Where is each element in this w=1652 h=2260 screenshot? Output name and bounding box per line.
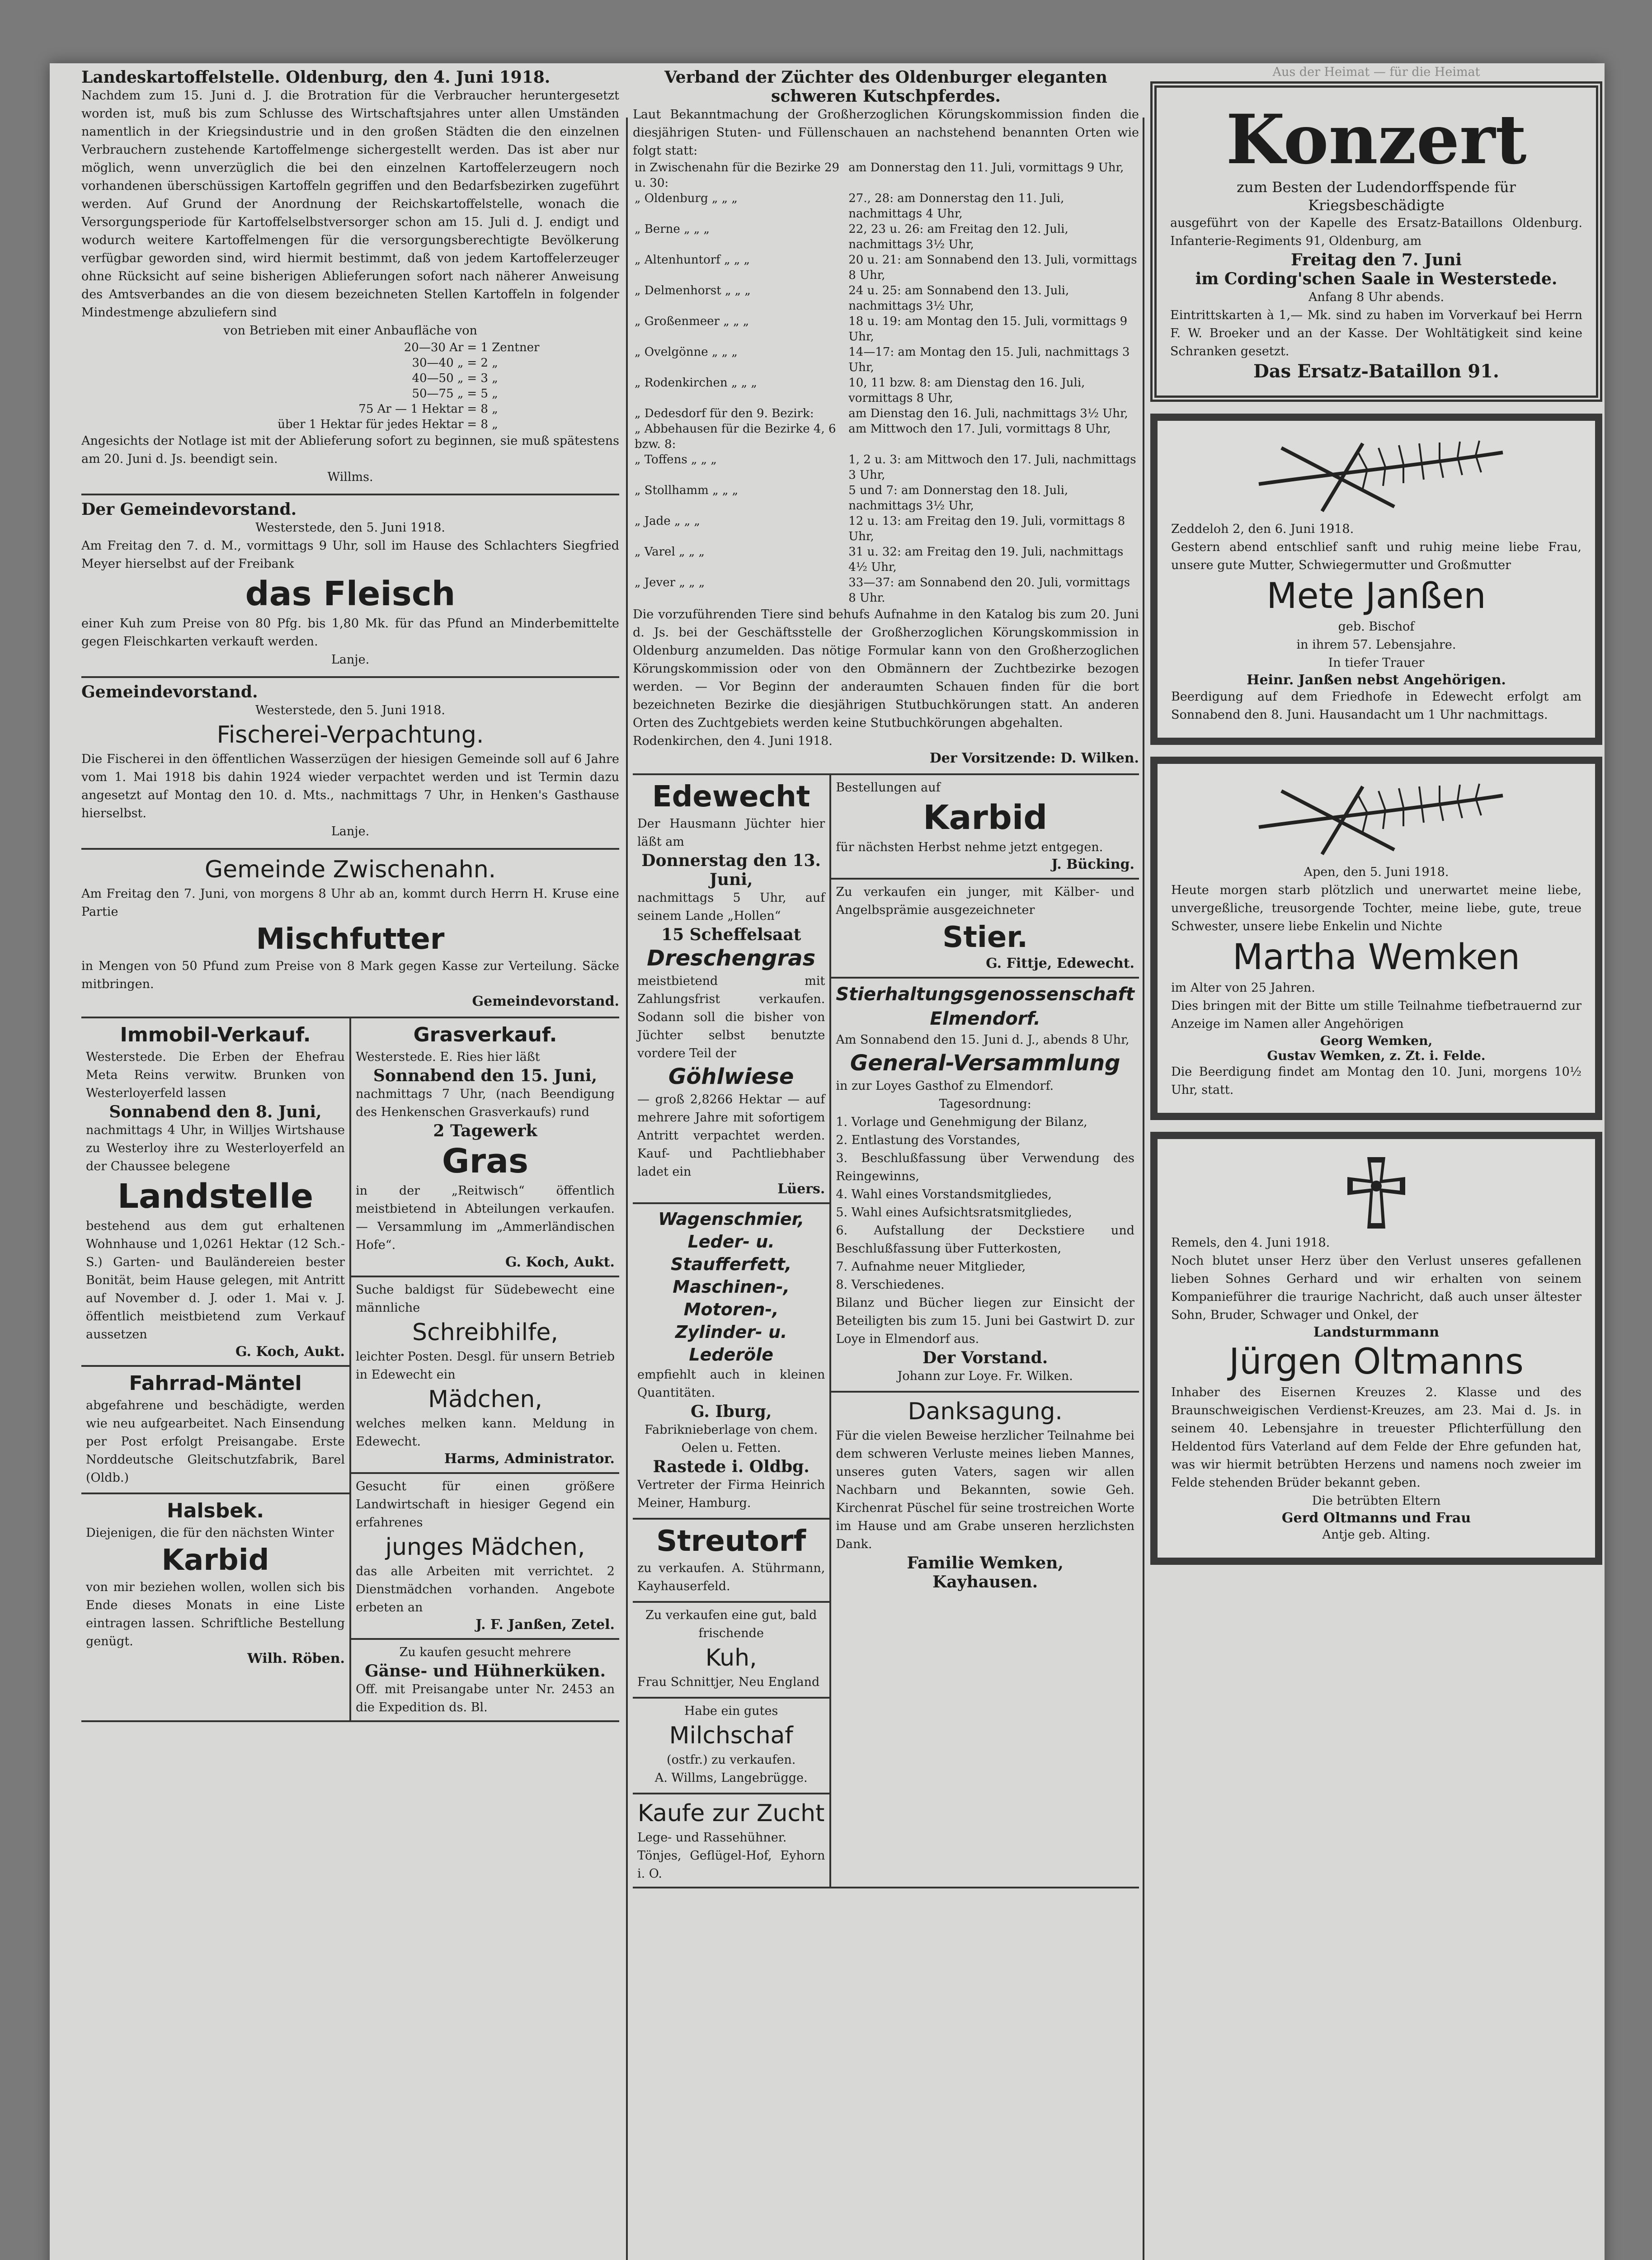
ad-signature: G. Iburg,: [690, 1402, 772, 1421]
agenda-title: Tagesordnung:: [939, 1097, 1031, 1111]
table-cell: „ Toffens „ „ „: [635, 453, 717, 466]
ad-signature: Tönjes, Geflügel-Hof, Eyhorn i. O.: [637, 1849, 825, 1881]
table-cell: 10, 11 bzw. 8: am Dienstag den 16. Juli, vormittags 8 Uhr,: [848, 376, 1085, 405]
ad-headline: Mädchen,: [428, 1386, 542, 1413]
column-3: [1150, 63, 1602, 2260]
obituary-age: in ihrem 57. Lebensjahre.: [1296, 638, 1456, 652]
ad-text: leichter Posten. Desgl. für unsern Betrieb in Edewecht ein: [356, 1350, 615, 1382]
ad-signature: Der Vorstand.: [922, 1348, 1048, 1367]
obituary-name: Martha Wemken: [1232, 937, 1520, 978]
obituary-text: Beerdigung auf dem Friedhofe in Edewecht erfolgt am Sonnabend den 8. Juni. Hausandacht um 1 Uhr nachmittags.: [1171, 690, 1581, 722]
ad-signature: Frau Schnittjer, Neu England: [637, 1675, 820, 1689]
table-cell: am Donnerstag den 11. Juli, vormittags 9 Uhr,: [848, 161, 1124, 174]
table-cell: = 1 Zentner: [467, 341, 540, 354]
table-cell: „ Oldenburg „ „ „: [635, 192, 738, 205]
table-row: [81, 371, 619, 386]
notice-text: einer Kuh zum Preise von 80 Pfg. bis 1,80 Mk. für das Pfund an Minderbemittelte gegen Fleischkarten verkauft werden.: [81, 617, 619, 649]
ad-title: Halsbek.: [166, 1499, 264, 1522]
ad-signature: A. Willms, Langebrügge.: [654, 1771, 808, 1785]
ad-signature: Harms, Administrator.: [444, 1451, 615, 1467]
ad-date: Donnerstag den 13. Juni,: [641, 851, 821, 889]
ad-title: Fahrrad-Mäntel: [129, 1372, 302, 1395]
obituary-place: Remels, den 4. Juni 1918.: [1171, 1236, 1330, 1250]
ad-text: Für die vielen Beweise herzlicher Teilnahme bei dem schweren Verluste meines lieben Mannes, unseres guten Vaters, sagen wir allen Nachbarn und Bekannten, sowie Geh. Kirchenrat Püschel für seine trostreichen Worte im Hause und am Grabe unseren herzlichsten Dank.: [836, 1429, 1134, 1551]
ad-title: Danksagung.: [908, 1398, 1063, 1425]
immobil-ad: [81, 1018, 349, 1720]
table-row: [633, 160, 1139, 191]
gras-ad: [349, 1018, 619, 1720]
ad-signature: G. Fittje, Edewecht.: [986, 956, 1134, 971]
ad-text: für nächsten Herbst nehme jetzt entgegen.: [836, 840, 1103, 854]
table-cell: = 8 „: [467, 418, 498, 431]
table-cell: über 1 Hektar für jedes Hektar: [278, 418, 464, 431]
table-row: [633, 191, 1139, 221]
obituary-place: Apen, den 5. Juni 1918.: [1304, 865, 1449, 879]
column-rule-2: [1143, 118, 1144, 2260]
ad-headline: Wagenschmier,: [658, 1209, 805, 1229]
notice-place: Rodenkirchen, den 4. Juni 1918.: [633, 734, 833, 748]
notice-headline: Fischerei-Verpachtung.: [217, 721, 484, 749]
zuechter-verband-notice: [633, 63, 1139, 775]
ad-subtitle: 2 Tagewerk: [433, 1121, 537, 1140]
table-cell: in Zwischenahn für die Bezirke 29 u. 30:: [635, 161, 840, 190]
table-cell: „ Rodenkirchen „ „ „: [635, 376, 757, 390]
ad-signature: G. Koch, Aukt.: [505, 1254, 615, 1270]
table-cell: „ Jade „ „ „: [635, 514, 700, 528]
ad-text: nachmittags 4 Uhr, in Willjes Wirtshause zu Westerloy ihre zu Westerloyerfeld an der Chaussee belegene: [86, 1123, 345, 1173]
ad-title: Grasverkauf.: [413, 1023, 557, 1046]
notice-place: Westerstede, den 5. Juni 1918.: [255, 521, 445, 535]
obituary-age: im Alter von 25 Jahren.: [1171, 981, 1315, 995]
ad-text: zu verkaufen. A. Stührmann, Kayhauserfeld.: [637, 1561, 825, 1593]
ad-signature: Wilh. Röben.: [247, 1651, 345, 1667]
ad-headline: Leder- u. Staufferfett,: [670, 1232, 792, 1274]
schreibhilfe-ad: [351, 1276, 619, 1467]
ad-text: Habe ein gutes: [684, 1704, 778, 1718]
ad-signature: Das Ersatz-Bataillon 91.: [1253, 361, 1499, 382]
ad-title: Immobil-Verkauf.: [120, 1023, 311, 1046]
ad-headline: Dreschengras: [647, 946, 816, 971]
notice-text: in Mengen von 50 Pfund zum Preise von 8 Mark gegen Kasse zur Verteilung. Säcke mitbringen.: [81, 959, 619, 991]
ad-date: Sonnabend den 8. Juni,: [109, 1102, 322, 1121]
notice-end: Angesichts der Notlage ist mit der Ablieferung sofort zu beginnen, sie muß spätestens am 20. Juni d. Js. beendigt sein.: [81, 434, 619, 466]
table-cell: 22, 23 u. 26: am Freitag den 12. Juli, nachmittags 3½ Uhr,: [848, 222, 1068, 251]
ad-signature: G. Koch, Aukt.: [235, 1344, 345, 1360]
obituary-mourning: Die betrübten Eltern: [1312, 1494, 1441, 1508]
table-cell: 18 u. 19: am Montag den 15. Juli, vormittags 9 Uhr,: [848, 315, 1128, 344]
table-cell: = 8 „: [467, 402, 498, 416]
obituary-text: Gestern abend entschlief sanft und ruhig meine liebe Frau, unsere gute Mutter, Schwiegermutter und Großmutter: [1171, 540, 1581, 572]
ad-text: meistbietend mit Zahlungsfrist verkaufen. Sodann soll die bisher von Jüchter selbst benutzte vordere Teil der: [637, 974, 825, 1060]
ad-headline: Landstelle: [117, 1177, 314, 1216]
ad-row-immobil-gras: [81, 1018, 619, 1722]
ad-headline: General-Versammlung: [850, 1050, 1120, 1076]
table-cell: am Dienstag den 16. Juli, nachmittags 3½ Uhr,: [848, 407, 1128, 420]
quota-table: [81, 340, 619, 432]
obituary-oltmanns: [1150, 1132, 1602, 1565]
table-cell: 40—50 „: [412, 372, 464, 385]
table-row: [633, 452, 1139, 483]
table-cell: 75 Ar — 1 Hektar: [358, 402, 464, 416]
obituary-born: geb. Bischof: [1338, 620, 1415, 634]
ad-signature: J. Bücking.: [1051, 857, 1134, 872]
ad-headline: junges Mädchen,: [385, 1534, 585, 1561]
obituary-name: Mete Janßen: [1266, 576, 1486, 617]
table-cell: 31 u. 32: am Freitag den 19. Juli, nachmittags 4½ Uhr,: [848, 545, 1124, 574]
table-cell: 20 u. 21: am Sonnabend den 13. Juli, vormittags 8 Uhr,: [848, 253, 1137, 282]
ad-text: nachmittags 7 Uhr, (nach Beendigung des Henkenschen Grasverkaufs) rund: [356, 1087, 615, 1119]
karbid-ad-column: [829, 775, 1139, 1887]
table-row: [633, 221, 1139, 252]
fahrrad-ad: [81, 1365, 349, 1487]
table-row: [633, 406, 1139, 421]
list-item: 2. Entlastung des Vorstandes,: [836, 1133, 1021, 1147]
ad-text: Anfang 8 Uhr abends.: [1308, 290, 1445, 304]
ad-headline: Gras: [442, 1142, 529, 1181]
ad-headline: Milchschaf: [669, 1722, 793, 1749]
list-item: 8. Verschiedenes.: [836, 1278, 945, 1292]
notice-text: Am Freitag den 7. Juni, von morgens 8 Uhr ab an, kommt durch Herrn H. Kruse eine Partie: [81, 887, 619, 919]
table-cell: = 5 „: [467, 387, 498, 400]
wagenschmier-ad: [633, 1202, 829, 1512]
ad-date: Freitag den 7. Juni: [1290, 250, 1462, 269]
stierhaltung-ad: [831, 977, 1139, 1385]
ad-headline: Maschinen-, Motoren-,: [673, 1277, 790, 1319]
obituary-signature: Georg Wemken,: [1320, 1033, 1433, 1048]
table-cell: 5 und 7: am Donnerstag den 18. Juli, nachmittags 3½ Uhr,: [848, 484, 1068, 513]
list-item: 4. Wahl eines Vorstandsmitgliedes,: [836, 1187, 1052, 1201]
notice-signature: Gemeindevorstand.: [472, 993, 619, 1009]
ad-text: welches melken kann. Meldung in Edewecht.: [356, 1417, 615, 1449]
ad-headline: Kuh,: [705, 1644, 757, 1671]
notice-text: Die Fischerei in den öffentlichen Wasserzügen der hiesigen Gemeinde soll auf 6 Jahre vom 1. Mai 1918 bis dahin 1924 wieder verpachtet werden und ist Termin dazu angesetzt auf Montag den 10. d. Mts., nachmittags 7 Uhr, in Henken's Gasthause hierselbst.: [81, 752, 619, 820]
ad-headline: Stier.: [942, 921, 1028, 954]
ad-text: Der Hausmann Jüchter hier läßt am: [637, 817, 825, 849]
table-row: [81, 386, 619, 401]
obituary-mourning: In tiefer Trauer: [1328, 656, 1425, 670]
obituary-text: Inhaber des Eisernen Kreuzes 2. Klasse und des Braunschweigischen Verdienst-Kreuzes, am 23. Mai d. Js. in seinem 40. Lebensjahre in treuester Pflichterfüllung den Heldentod fürs Vaterland auf dem Felde der Ehre gefunden hat, was wir hiermit betrübten Herzens und namens noch zweier im Felde stehenden Brüder bekannt geben.: [1171, 1385, 1581, 1490]
column-2: [633, 63, 1139, 2260]
cross-palm-icon: [1232, 777, 1521, 863]
ad-headline: Kaufe zur Zucht: [637, 1800, 825, 1827]
ad-text: Bestellungen auf: [836, 781, 941, 795]
obituary-rank: Landsturmmann: [1313, 1324, 1440, 1340]
ad-signature: Lüers.: [777, 1181, 825, 1197]
table-cell: 12 u. 13: am Freitag den 19. Juli, vormittags 8 Uhr,: [848, 514, 1125, 543]
kueken-ad: [351, 1638, 619, 1717]
ad-text: Am Sonnabend den 15. Juni d. J., abends 8 Uhr,: [836, 1033, 1130, 1047]
obituary-signature: Gustav Wemken, z. Zt. i. Felde.: [1267, 1048, 1486, 1063]
obituary-signature: Antje geb. Alting.: [1322, 1528, 1431, 1542]
table-row: [633, 252, 1139, 283]
table-cell: 27., 28: am Donnerstag den 11. Juli, nachmittags 4 Uhr,: [848, 192, 1064, 221]
ad-text: Westerstede. Die Erben der Ehefrau Meta Reins verwitw. Brunken von Westerloyerfeld lassen: [86, 1050, 345, 1100]
table-row: [81, 401, 619, 417]
gemeindevorstand-fleisch-notice: [81, 495, 619, 678]
milchschaf-ad: [633, 1697, 829, 1787]
obituary-text: Die Beerdigung findet am Montag den 10. Juni, morgens 10½ Uhr, statt.: [1171, 1065, 1581, 1097]
ad-text: von mir beziehen wollen, wollen sich bis Ende dieses Monats in eine Liste eintragen lassen. Schriftliche Bestellung genügt.: [86, 1580, 345, 1648]
table-cell: 24 u. 25: am Sonnabend den 13. Juli, nachmittags 3½ Uhr,: [848, 284, 1069, 313]
landeskartoffelstelle-notice: [81, 63, 619, 495]
ad-subtitle: zum Besten der Ludendorffspende für Kriegsbeschädigte: [1237, 179, 1516, 214]
ad-text: Bilanz und Bücher liegen zur Einsicht der Beteiligten bis zum 15. Juni bei Gastwirt D. zur Loye in Elmendorf aus.: [836, 1296, 1134, 1346]
table-cell: „ Varel „ „ „: [635, 545, 705, 559]
notice-text: Laut Bekanntmachung der Großherzoglichen Körungskommission finden die diesjährigen Stuten- und Füllenschauen an nachstehend benannten Orten wie folgt statt:: [633, 108, 1139, 158]
table-cell: 50—75 „: [412, 387, 464, 400]
ad-text: bestehend aus dem gut erhaltenen Wohnhause und 1,0261 Hektar (12 Sch.-S.) Garten- und Bauländereien bester Bonität, beim Hause gelegen, mit Antritt auf November d. J. oder 1. Mai v. J. öffentlich meistbietend zum Verkauf aussetzen: [86, 1219, 345, 1342]
table-cell: „ Dedesdorf für den 9. Bezirk:: [635, 407, 814, 420]
ad-text: Eintrittskarten à 1,— Mk. sind zu haben im Vorverkauf bei Herrn F. W. Broeker und an der Kasse. Der Wohltätigkeit sind keine Schranken gesetzt.: [1170, 308, 1582, 358]
notice-headline: Mischfutter: [256, 923, 445, 956]
notice-place: Westerstede, den 5. Juni 1918.: [255, 703, 445, 717]
ad-text: in zur Loyes Gasthof zu Elmendorf.: [836, 1079, 1054, 1093]
table-row: [633, 544, 1139, 575]
ad-headline: Streutorf: [656, 1525, 806, 1558]
ad-signature: Johann zur Loye. Fr. Wilken.: [897, 1369, 1073, 1383]
ad-text: Suche baldigst für Südebewecht eine männliche: [356, 1283, 615, 1315]
table-cell: 14—17: am Montag den 15. Juli, nachmittags 3 Uhr,: [848, 345, 1130, 374]
obituary-signature: Gerd Oltmanns und Frau: [1281, 1510, 1471, 1526]
ad-text: Vertreter der Firma Heinrich Meiner, Hamburg.: [637, 1478, 825, 1510]
ad-signature: J. F. Janßen, Zetel.: [475, 1617, 615, 1633]
table-row: [633, 283, 1139, 314]
table-cell: am Mittwoch den 17. Juli, vormittags 8 Uhr,: [848, 422, 1111, 436]
ad-row-edewecht: [633, 775, 1139, 1888]
ad-text: Off. mit Preisangabe unter Nr. 2453 an die Expedition ds. Bl.: [356, 1682, 615, 1714]
ad-date: Sonnabend den 15. Juni,: [373, 1066, 598, 1085]
notice-signature: Der Vorsitzende: D. Wilken.: [929, 750, 1139, 766]
table-row: [633, 513, 1139, 544]
obituary-text: Heute morgen starb plötzlich und unerwartet meine liebe, unvergeßliche, treusorgende Tochter, meine liebe, gute, treue Schwester, unsere liebe Enkelin und Nichte: [1171, 883, 1581, 933]
table-row: [633, 375, 1139, 406]
notice-signature: Lanje.: [331, 824, 370, 838]
list-item: 3. Beschlußfassung über Verwendung des Reingewinns,: [836, 1151, 1134, 1183]
obituary-wemken: [1150, 757, 1602, 1120]
list-item: 7. Aufnahme neuer Mitglieder,: [836, 1260, 1026, 1274]
ad-text: Zu verkaufen eine gut, bald frischende: [645, 1608, 817, 1640]
table-row: [633, 483, 1139, 513]
obituary-name: Jürgen Oltmanns: [1229, 1342, 1524, 1382]
notice-signature: Willms.: [327, 470, 373, 484]
ad-text: — groß 2,8266 Hektar — auf mehrere Jahre mit sofortigem Antritt verpachtet werden. Kauf- und Pachtliebhaber ladet ein: [637, 1092, 825, 1179]
table-cell: 1, 2 u. 3: am Mittwoch den 17. Juli, nachmittags 3 Uhr,: [848, 453, 1136, 482]
table-cell: „ Jever „ „ „: [635, 576, 705, 589]
table-cell: 30—40 „: [412, 356, 464, 370]
cross-palm-icon: [1232, 434, 1521, 520]
table-row: [81, 340, 619, 355]
table-cell: „ Stollhamm „ „ „: [635, 484, 739, 497]
obituary-signature: Heinr. Janßen nebst Angehörigen.: [1247, 672, 1506, 688]
ad-text: abgefahrene und beschädigte, werden wie neu aufgearbeitet. Nach Einsendung per Post erfolgt Preisangabe. Erste Norddeutsche Gleitschutzfabrik, Barel (Oldb.): [86, 1398, 345, 1485]
notice-signature: Lanje.: [331, 653, 370, 667]
obituary-text: Noch blutet unser Herz über den Verlust unseres gefallenen lieben Sohnes Gerhard und wir erhalten von seinem Kompanieführer die traurige Nachricht, daß auch unser ältester Sohn, Bruder, Schwager und Onkel, der: [1171, 1254, 1581, 1322]
ad-text: (ostfr.) zu verkaufen.: [667, 1753, 796, 1767]
ad-text: Westerstede. E. Ries hier läßt: [356, 1050, 540, 1064]
ad-text: in der „Reitwisch“ öffentlich meistbietend in Abteilungen verkaufen. — Versammlung im „Ammerländischen Hofe“.: [356, 1184, 615, 1252]
notice-header: Landeskartoffelstelle. Oldenburg, den 4. Juni 1918.: [81, 68, 551, 87]
table-row: [633, 344, 1139, 375]
streutorf-ad: [633, 1518, 829, 1596]
table-cell: „ Altenhuntorf „ „ „: [635, 253, 750, 267]
ad-headline: Karbid: [923, 798, 1048, 837]
table-cell: „ Abbehausen für die Bezirke 4, 6 bzw. 8:: [635, 422, 836, 451]
notice-headline: Gemeinde Zwischenahn.: [204, 856, 496, 883]
stier-ad: [831, 878, 1139, 971]
notice-header: Der Gemeindevorstand.: [81, 500, 297, 519]
table-cell: „ Delmenhorst „ „ „: [635, 284, 751, 297]
table-row: [81, 417, 619, 432]
obituary-place: Zeddeloh 2, den 6. Juni 1918.: [1171, 522, 1354, 536]
ad-headline: Göhlwiese: [668, 1064, 794, 1089]
ad-headline: Gänse- und Hühnerküken.: [364, 1662, 606, 1681]
ad-text: das alle Arbeiten mit verrichtet. 2 Dienstmädchen vorhanden. Angebote erbeten an: [356, 1564, 615, 1615]
ad-signature: Familie Wemken,: [907, 1554, 1064, 1573]
fischerei-notice: [81, 678, 619, 850]
ad-title: Edewecht: [652, 780, 810, 814]
ad-headline: Karbid: [161, 1544, 269, 1577]
list-item: 6. Aufstallung der Deckstiere und Beschlußfassung über Futterkosten,: [836, 1224, 1134, 1256]
ad-headline: Schreibhilfe,: [412, 1319, 558, 1346]
schedule-table: [633, 160, 1139, 606]
ad-text: Zu verkaufen ein junger, mit Kälber- und Angelbsprämie ausgezeichneter: [836, 885, 1134, 917]
ad-text: Zu kaufen gesucht mehrere: [399, 1645, 571, 1659]
ad-text: Lege- und Rassehühner.: [637, 1831, 787, 1845]
table-row: [81, 355, 619, 371]
ad-text: empfiehlt auch in kleinen Quantitäten.: [637, 1368, 825, 1400]
table-row: [633, 575, 1139, 606]
table-cell: „ Ovelgönne „ „ „: [635, 345, 738, 359]
zwischenahn-notice: [81, 850, 619, 1018]
ad-place: Rastede i. Oldbg.: [653, 1457, 810, 1476]
ad-subtitle: 15 Scheffelsaat: [661, 925, 801, 944]
list-item: 5. Wahl eines Aufsichtsratsmitgliedes,: [836, 1205, 1072, 1219]
ad-title: Stierhaltungsgenossenschaft Elmendorf.: [836, 984, 1134, 1029]
ad-place: Kayhausen.: [932, 1573, 1038, 1591]
ad-text: Diejenigen, die für den nächsten Winter: [86, 1526, 334, 1540]
table-row: [633, 314, 1139, 344]
ad-place: im Cording'schen Saale in Westerstede.: [1195, 269, 1558, 288]
notice-text: Am Freitag den 7. d. M., vormittags 9 Uhr, soll im Hause des Schlachters Siegfried Meyer hierselbst auf der Freibank: [81, 539, 619, 571]
table-cell: „ Berne „ „ „: [635, 222, 710, 236]
danksagung-ad: [831, 1391, 1139, 1591]
column-rule-1: [626, 118, 628, 2260]
notice-table-intro: von Betrieben mit einer Anbaufläche von: [223, 324, 477, 338]
table-row: [633, 421, 1139, 452]
notice-header: Gemeindevorstand.: [81, 683, 258, 702]
table-cell: 33—37: am Sonnabend den 20. Juli, vormittags 8 Uhr.: [848, 576, 1130, 605]
halsbek-ad: [81, 1493, 349, 1667]
notice-body: Nachdem zum 15. Juni d. J. die Brotration für die Verbraucher heruntergesetzt worden ist, muß bis zum Schlusse des Wirtschaftsjahres unter allen Umständen namentlich in der Kriegsindustrie und in den großen Städten die den einzelnen Verbrauchern zustehende Kartoffelmenge sichergestellt werden. Das ist aber nur möglich, wenn unverzüglich die bei den einzelnen Kartoffelerzeugern noch vorhandenen überschüssigen Kartoffeln gegriffen und den Bedarfsbezirken zugeführt werden. Auf Grund der Anordnung der Reichskartoffelstelle, wonach die Versorgungsperiode für Kartoffelselbstversorger schon am 15. Juli d. J. endigt und wodurch weitere Kartoffelmengen für die versorgungsberechtigte Bevölkerung verfügbar geworden sind, wird hiermit bestimmt, daß von jedem Kartoffelerzeuger ohne Rücksicht auf seine bisherigen Ablieferungen sofort nach näherer Anweisung des Amtsverbandes an die von diesem bezeichneten Stellen Kartoffeln in folgender Mindestmenge abzuliefern sind: [81, 89, 619, 320]
table-cell: 20—30 Ar: [404, 341, 464, 354]
konzert-ad: [1150, 81, 1602, 402]
ad-text: Gesucht für einen größere Landwirtschaft in hiesiger Gegend ein erfahrenes: [356, 1479, 615, 1530]
notice-headline: das Fleisch: [245, 574, 456, 613]
obituary-text: Dies bringen mit der Bitte um stille Teilnahme tiefbetrauernd zur Anzeige im Namen aller Angehörigen: [1171, 999, 1581, 1031]
ad-title: Konzert: [1226, 100, 1527, 179]
table-cell: = 3 „: [467, 372, 498, 385]
iron-cross-icon: [1336, 1153, 1417, 1234]
ad-text: nachmittags 5 Uhr, auf seinem Lande „Hollen“: [637, 891, 825, 923]
table-cell: = 2 „: [467, 356, 498, 370]
kuh-ad: [633, 1601, 829, 1691]
ad-headline: Zylinder- u. Lederöle: [675, 1322, 787, 1365]
obituary-janssen: [1150, 414, 1602, 745]
notice-text: Die vorzuführenden Tiere sind behufs Aufnahme in den Katalog bis zum 20. Juni d. Js. bei der Geschäftsstelle der Großherzoglichen Körungskommission in Oldenburg anzumelden. Das nötige Formular kann von den Großherzoglichen Körungskommission oder von den Obmännern der Zuchtbezirke bezogen werden. — Vor Beginn der anderaumten Schauen finden für die bort bezeichneten Bezirke die diesjährigen Stutbuchkörungen statt. An anderen Orten des Zuchtgebiets werden keine Stutbuchkörungen abgehalten.: [633, 607, 1139, 730]
column-1: [81, 63, 619, 2260]
ad-text: ausgeführt von der Kapelle des Ersatz-Bataillons Oldenburg. Infanterie-Regiments 91, Oldenburg, am: [1170, 216, 1582, 248]
edewecht-ad: [633, 775, 829, 1887]
maedchen-ad: [351, 1472, 619, 1633]
faded-top-text: Aus der Heimat — für die Heimat: [1272, 65, 1480, 79]
table-cell: „ Großenmeer „ „ „: [635, 315, 749, 328]
list-item: 1. Vorlage und Genehmigung der Bilanz,: [836, 1115, 1087, 1129]
zucht-ad: [633, 1793, 829, 1883]
notice-header: Verband der Züchter des Oldenburger eleganten schweren Kutschpferdes.: [664, 68, 1107, 106]
ad-text: Fabriknieberlage von chem. Oelen u. Fetten.: [645, 1423, 818, 1455]
